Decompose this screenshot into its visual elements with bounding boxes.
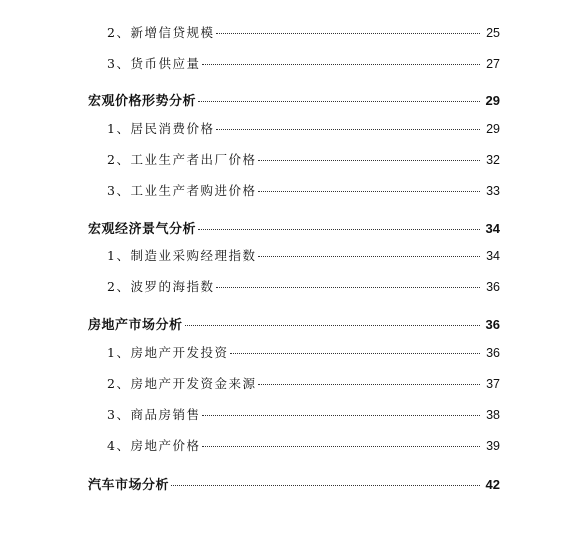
toc-entry-title: 3、货币供应量 xyxy=(107,56,201,71)
toc-entry[interactable] xyxy=(107,182,500,200)
toc-dot-leader xyxy=(216,286,480,288)
toc-entry[interactable] xyxy=(107,437,500,455)
toc-dot-leader xyxy=(258,159,480,161)
toc-dot-leader xyxy=(230,352,480,354)
toc-entry[interactable] xyxy=(107,406,500,424)
toc-entry[interactable] xyxy=(107,55,500,73)
toc-section-title: 房地产市场分析 xyxy=(88,318,183,333)
toc-dot-leader xyxy=(202,445,480,447)
toc-dot-leader xyxy=(198,228,480,230)
toc-entry[interactable] xyxy=(107,120,500,138)
toc-page-number: 33 xyxy=(486,184,500,198)
toc-entry[interactable] xyxy=(107,151,500,169)
toc-entry-title: 1、房地产开发投资 xyxy=(107,345,229,360)
toc-entry-title: 3、工业生产者购进价格 xyxy=(107,183,257,198)
toc-entry-title: 2、新增信贷规模 xyxy=(107,25,215,40)
toc-dot-leader xyxy=(216,32,480,34)
toc-entry-title: 3、商品房销售 xyxy=(107,407,201,422)
toc-section-entry[interactable] xyxy=(88,476,500,494)
toc-page-number: 36 xyxy=(486,280,500,294)
toc-page-number: 39 xyxy=(486,439,500,453)
toc-entry[interactable] xyxy=(107,24,500,42)
toc-entry[interactable] xyxy=(107,247,500,265)
toc-page-number: 34 xyxy=(486,249,500,263)
toc-entry-title: 2、波罗的海指数 xyxy=(107,279,215,294)
toc-dot-leader xyxy=(185,324,480,326)
toc-section-entry[interactable] xyxy=(88,92,500,110)
toc-dot-leader xyxy=(202,63,480,65)
toc-dot-leader xyxy=(258,383,480,385)
toc-section-title: 宏观价格形势分析 xyxy=(88,94,197,109)
toc-entry-title: 1、制造业采购经理指数 xyxy=(107,248,257,263)
toc-section-title: 汽车市场分析 xyxy=(88,478,170,493)
toc-page-number: 38 xyxy=(486,408,500,422)
toc-dot-leader xyxy=(216,128,480,130)
toc-entry[interactable] xyxy=(107,375,500,393)
toc-section-entry[interactable] xyxy=(88,220,500,238)
toc-page-number: 34 xyxy=(485,221,500,236)
toc-page-number: 36 xyxy=(486,346,500,360)
toc-dot-leader xyxy=(202,414,480,416)
toc-dot-leader xyxy=(171,484,480,486)
toc-page-number: 27 xyxy=(486,57,500,71)
toc-page-number: 29 xyxy=(486,122,500,136)
toc-page-number: 29 xyxy=(485,93,500,108)
toc-page-number: 25 xyxy=(486,26,500,40)
toc-entry-title: 2、工业生产者出厂价格 xyxy=(107,152,257,167)
toc-page-number: 32 xyxy=(486,153,500,167)
toc-page-number: 36 xyxy=(485,317,500,332)
toc-entry[interactable] xyxy=(107,278,500,296)
toc-entry[interactable] xyxy=(107,344,500,362)
toc-section-title: 宏观经济景气分析 xyxy=(88,222,197,237)
toc-section-entry[interactable] xyxy=(88,316,500,334)
toc-page-number: 42 xyxy=(485,477,500,492)
toc-dot-leader xyxy=(198,100,480,102)
toc-entry-title: 2、房地产开发资金来源 xyxy=(107,376,257,391)
toc-entry-title: 4、房地产价格 xyxy=(107,438,201,453)
toc-entry-title: 1、居民消费价格 xyxy=(107,121,215,136)
toc-page-number: 37 xyxy=(486,377,500,391)
toc-dot-leader xyxy=(258,255,480,257)
toc-dot-leader xyxy=(258,190,480,192)
